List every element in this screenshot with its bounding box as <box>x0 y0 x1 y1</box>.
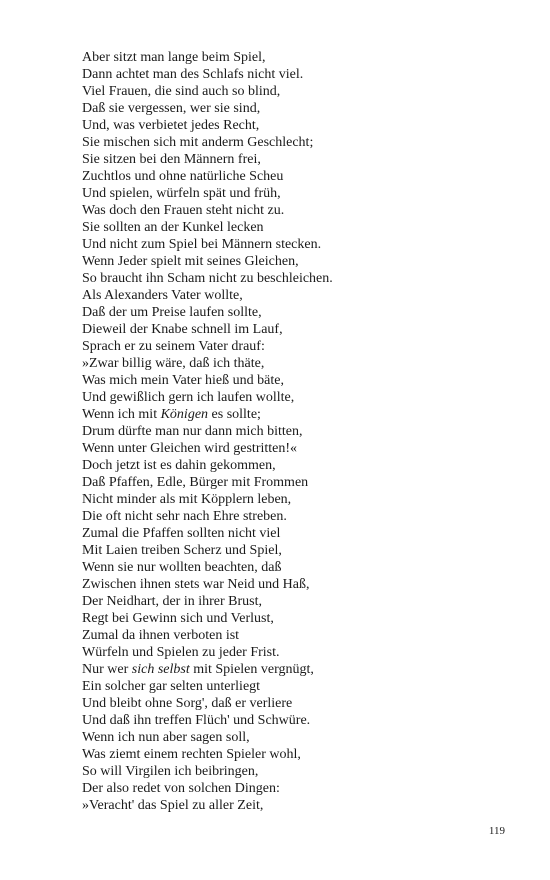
line-text: Wenn ich mit <box>82 407 161 422</box>
line-text: Als Alexanders Vater wollte, <box>82 288 243 303</box>
poem-line <box>82 185 522 202</box>
line-text: Sprach er zu seinem Vater drauf: <box>82 339 265 354</box>
line-text: Sie sollten an der Kunkel lecken <box>82 220 264 235</box>
line-text: Und, was verbietet jedes Recht, <box>82 118 260 133</box>
line-text: So braucht ihn Scham nicht zu beschleichen. <box>82 271 333 286</box>
poem-line <box>82 49 522 66</box>
line-text: Zumal die Pfaffen sollten nicht viel <box>82 526 281 541</box>
poem-line <box>82 678 522 695</box>
poem-line <box>82 304 522 321</box>
line-text: Aber sitzt man lange beim Spiel, <box>82 50 266 65</box>
line-text: Zwischen ihnen stets war Neid und Haß, <box>82 577 310 592</box>
line-text: Viel Frauen, die sind auch so blind, <box>82 84 281 99</box>
line-text: Und gewißlich gern ich laufen wollte, <box>82 390 295 405</box>
line-text: mit Spielen vergnügt, <box>189 662 314 677</box>
poem-line <box>82 287 522 304</box>
poem-line <box>82 491 522 508</box>
line-text: Ein solcher gar selten unterliegt <box>82 679 261 694</box>
line-text: Dieweil der Knabe schnell im Lauf, <box>82 322 283 337</box>
line-text: Und spielen, würfeln spät und früh, <box>82 186 281 201</box>
poem-line <box>82 780 522 797</box>
poem-line <box>82 440 522 457</box>
poem-line <box>82 117 522 134</box>
poem-line <box>82 576 522 593</box>
poem-line <box>82 712 522 729</box>
poem-line <box>82 661 522 678</box>
line-text: Wenn Jeder spielt mit seines Gleichen, <box>82 254 299 269</box>
page-number: 119 <box>488 825 505 837</box>
line-text: Würfeln und Spielen zu jeder Frist. <box>82 645 280 660</box>
poem-line <box>82 202 522 219</box>
poem-line <box>82 508 522 525</box>
poem-line <box>82 797 522 814</box>
poem-line <box>82 83 522 100</box>
poem-line <box>82 66 522 83</box>
line-text: Der Neidhart, der in ihrer Brust, <box>82 594 262 609</box>
poem-text <box>82 49 522 814</box>
poem-line <box>82 763 522 780</box>
line-text: Und daß ihn treffen Flüch' und Schwüre. <box>82 713 311 728</box>
poem-line <box>82 525 522 542</box>
line-text: Wenn sie nur wollten beachten, daß <box>82 560 282 575</box>
line-text: »Zwar billig wäre, daß ich thäte, <box>82 356 265 371</box>
poem-line <box>82 355 522 372</box>
line-text: »Veracht' das Spiel zu aller Zeit, <box>82 798 264 813</box>
poem-line <box>82 593 522 610</box>
poem-line <box>82 423 522 440</box>
poem-line <box>82 253 522 270</box>
poem-line <box>82 474 522 491</box>
poem-line <box>82 236 522 253</box>
line-text: Was mich mein Vater hieß und bäte, <box>82 373 284 388</box>
line-text: Und nicht zum Spiel bei Männern stecken. <box>82 237 322 252</box>
italic-emphasis: Königen <box>160 407 209 422</box>
poem-line <box>82 389 522 406</box>
poem-line <box>82 406 522 423</box>
poem-line <box>82 729 522 746</box>
line-text: Daß Pfaffen, Edle, Bürger mit Frommen <box>82 475 309 490</box>
line-text: Sie mischen sich mit anderm Geschlecht; <box>82 135 314 150</box>
poem-line <box>82 321 522 338</box>
poem-line <box>82 151 522 168</box>
line-text: Und bleibt ohne Sorg', daß er verliere <box>82 696 293 711</box>
line-text: Regt bei Gewinn sich und Verlust, <box>82 611 274 626</box>
line-text: Der also redet von solchen Dingen: <box>82 781 280 796</box>
poem-line <box>82 338 522 355</box>
line-text: Was ziemt einem rechten Spieler wohl, <box>82 747 301 762</box>
poem-line <box>82 372 522 389</box>
line-text: Sie sitzen bei den Männern frei, <box>82 152 261 167</box>
poem-line <box>82 542 522 559</box>
line-text: Mit Laien treiben Scherz und Spiel, <box>82 543 282 558</box>
poem-line <box>82 134 522 151</box>
poem-line <box>82 457 522 474</box>
poem-line <box>82 610 522 627</box>
line-text: Was doch den Frauen steht nicht zu. <box>82 203 285 218</box>
line-text: Daß sie vergessen, wer sie sind, <box>82 101 261 116</box>
poem-line <box>82 168 522 185</box>
poem-line <box>82 219 522 236</box>
poem-line <box>82 270 522 287</box>
line-text: Nicht minder als mit Köpplern leben, <box>82 492 292 507</box>
poem-line <box>82 746 522 763</box>
line-text: Drum dürfte man nur dann mich bitten, <box>82 424 303 439</box>
line-text: Wenn unter Gleichen wird gestritten!« <box>82 441 298 456</box>
line-text: Zumal da ihnen verboten ist <box>82 628 240 643</box>
poem-line <box>82 627 522 644</box>
italic-emphasis: sich selbst <box>131 662 190 677</box>
line-text: So will Virgilen ich beibringen, <box>82 764 259 779</box>
poem-line <box>82 559 522 576</box>
poem-line <box>82 695 522 712</box>
line-text: Nur wer <box>82 662 132 677</box>
line-text: Dann achtet man des Schlafs nicht viel. <box>82 67 304 82</box>
line-text: Daß der um Preise laufen sollte, <box>82 305 262 320</box>
line-text: Wenn ich nun aber sagen soll, <box>82 730 250 745</box>
line-text: Zuchtlos und ohne natürliche Scheu <box>82 169 284 184</box>
poem-line <box>82 644 522 661</box>
poem-line <box>82 100 522 117</box>
line-text: es sollte; <box>208 407 261 422</box>
line-text: Doch jetzt ist es dahin gekommen, <box>82 458 276 473</box>
line-text: Die oft nicht sehr nach Ehre streben. <box>82 509 287 524</box>
